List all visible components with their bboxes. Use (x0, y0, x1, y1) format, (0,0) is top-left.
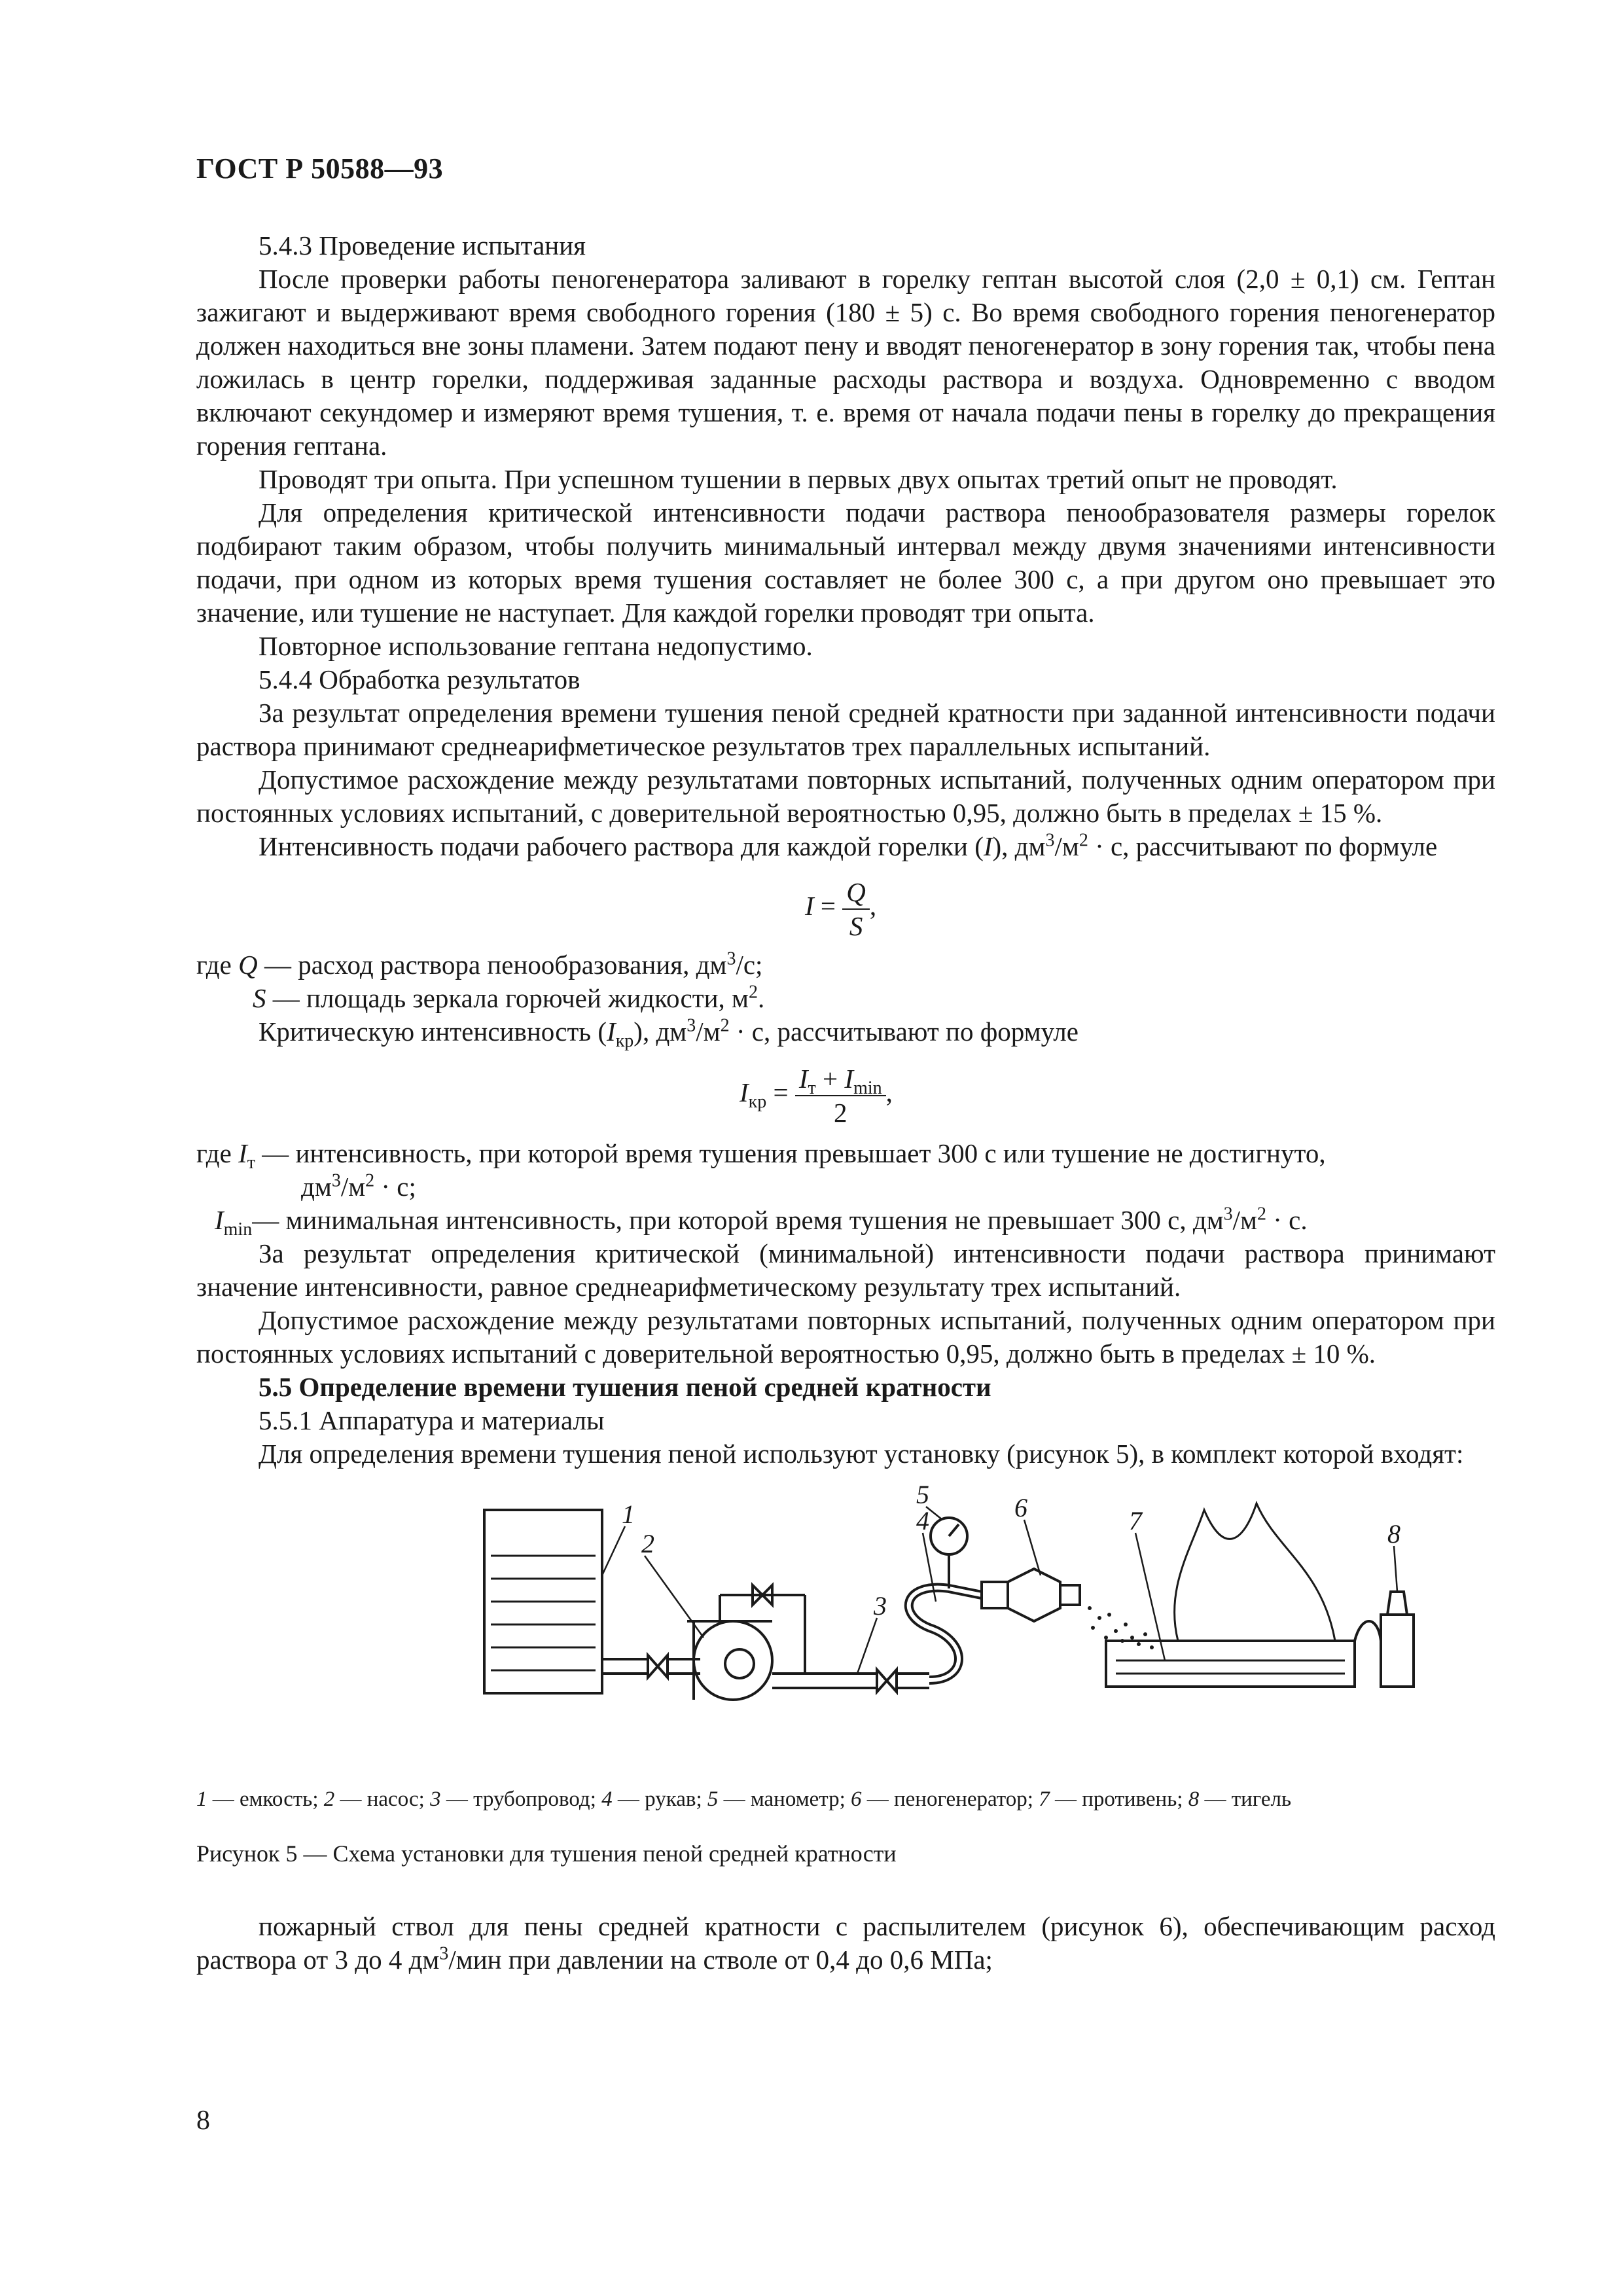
where-clause: S — площадь зеркала горючей жидкости, $м^2$. (253, 982, 765, 1013)
section-heading-5-4-3: 5.4.3 Проведение испытания (259, 230, 586, 260)
paragraph: Допустимое расхождение между результатами повторных испытаний, полученных одним оператором при постоянных условиях испытаний с доверительной вероятностью 0,95, должно быть в пределах ± 10 %. (196, 1305, 1495, 1369)
paragraph: За результат определения времени тушения пеной средней кратности при заданной интенсивности подачи раствора принимают среднеарифметическое результатов трех параллельных испытаний. (196, 698, 1495, 761)
figure-5-diagram (196, 1471, 1495, 1778)
where-clause: где $I_т$ — интенсивность, при которой время тушения превышает 300 с или тушение не достигнуто, (196, 1138, 1326, 1174)
section-heading-5-4-4: 5.4.4 Обработка результатов (259, 664, 580, 694)
where-clause: $I_{min}—$ минимальная интенсивность, при которой время тушения не превышает 300 с, $дм^3/м^2 \cdot с$. (215, 1204, 1308, 1240)
foam-generator-drawing (1008, 1569, 1060, 1621)
paragraph: Повторное использование гептана недопустимо. (259, 631, 813, 661)
fraction: $\frac{Q}{S}$ (842, 876, 870, 942)
installation-schematic (471, 1484, 1518, 1772)
label-6: 6 (1014, 1493, 1027, 1522)
figure-caption: Рисунок 5 — Схема установки для тушения пеной средней кратности (196, 1840, 897, 1867)
figure-legend: 1 — емкость; 2 — насос; 3 — трубопровод; 4 — рукав; 5 — манометр; 6 — пеногенератор; 7 — противень; 8 — тигель (196, 1787, 1292, 1811)
crucible-drawing (1381, 1615, 1414, 1687)
fraction: $\frac{I_т + I_{min}}{2}$ (795, 1062, 886, 1129)
document-body (196, 229, 1495, 1977)
label-7: 7 (1129, 1506, 1142, 1535)
label-1: 1 (622, 1499, 635, 1529)
section-heading-5-5: 5.5 Определение времени тушения пеной средней кратности (259, 1372, 991, 1402)
where-clause-continued: $дм^3/м^2 \cdot с$; (301, 1170, 416, 1202)
tray-drawing (1106, 1641, 1355, 1687)
label-3: 3 (874, 1591, 887, 1621)
document-header: ГОСТ Р 50588—93 (196, 152, 444, 185)
paragraph: Допустимое расхождение между результатами повторных испытаний, полученных одним оператором при постоянных условиях испытаний, с доверительной вероятностью 0,95, должно быть в пределах ± 15 %. (196, 764, 1495, 828)
paragraph: Для определения критической интенсивности подачи раствора пенообразователя размеры горелок подбирают таким образом, чтобы получить минимальный интервал между двумя значениями интенсивности подачи, при одном из которых время тушения составляет не более 300 с, а при другом оно превышает это значение, или тушение не наступает. Для каждой горелки проводят три опыта. (196, 497, 1495, 628)
where-clause: где Q — расход раствора пенообразования, $дм^3/с$; (196, 948, 763, 980)
page-number: 8 (196, 2106, 210, 2136)
flame-drawing (1175, 1503, 1335, 1641)
paragraph: После проверки работы пеногенератора заливают в горелку гептан высотой слоя (2,0 ± 0,1) см. Гептан зажигают и выдерживают время свободного горения (180 ± 5) с. Во время свободного горения пеногенератор должен находиться вне зоны пламени. Затем подают пену и вводят пеногенератор в зону горения так, чтобы пена ложилась в центр горелки, поддерживая заданные расходы раствора и воздуха. Одновременно с вводом включают секундомер и измеряют время тушения, т. е. время от начала подачи пены в горелку до прекращения горения гептана. (196, 264, 1495, 461)
label-4: 4 (916, 1506, 929, 1535)
label-5: 5 (916, 1484, 929, 1509)
paragraph: За результат определения критической (минимальной) интенсивности подачи раствора принимают значение интенсивности, равное среднеарифметическому результату трех испытаний. (196, 1238, 1495, 1302)
formula-intensity: I = $\frac{Q}{S}$ , (805, 876, 877, 941)
paragraph: пожарный ствол для пены средней кратности с распылителем (рисунок 6), обеспечивающим расход раствора от 3 до 4 $дм^3$/мин при давлении на стволе от 0,4 до 0,6 МПа; (196, 1911, 1495, 1975)
label-2: 2 (641, 1529, 654, 1558)
label-8: 8 (1387, 1519, 1400, 1549)
formula-critical-intensity: $I_{кр}$ = $\frac{I_т + I_{min}}{2}$ , (740, 1063, 893, 1128)
paragraph: Критическую интенсивность $(I_{кр})$, $дм^3/м^2 \cdot с$, рассчитывают по формуле (259, 1015, 1079, 1052)
section-heading-5-5-1: 5.5.1 Аппаратура и материалы (259, 1405, 605, 1435)
paragraph: Интенсивность подачи рабочего раствора для каждой горелки (I), $дм^3/м^2 \cdot с$, рассчитывают по формуле (259, 830, 1438, 861)
paragraph: Проводят три опыта. При успешном тушении в первых двух опытах третий опыт не проводят. (259, 464, 1338, 494)
pump-drawing (694, 1621, 772, 1700)
paragraph: Для определения времени тушения пеной используют установку (рисунок 5), в комплект которой входят: (259, 1439, 1464, 1469)
